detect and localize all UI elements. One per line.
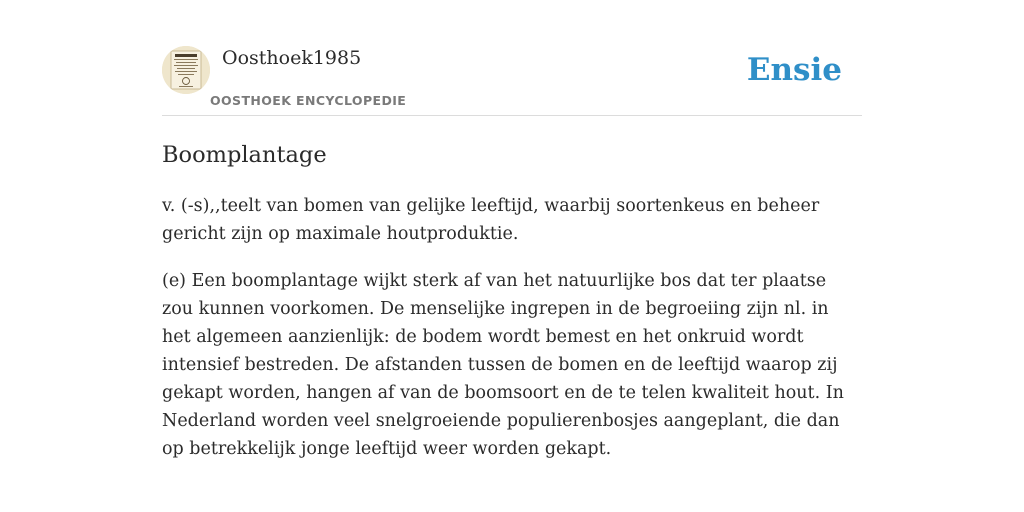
- ensie-logo[interactable]: Ensie: [746, 52, 842, 88]
- entry-title: Boomplantage: [162, 142, 327, 168]
- author-avatar[interactable]: [162, 46, 210, 94]
- entry-body: (e) Een boomplantage wijkt sterk af van het natuurlijke bos dat ter plaatse zou kunnen voorkomen. De menselijke ingrepen in de begroeiing zijn nl. in het algemeen aanzienlijk: de bodem wordt bemest en het onkruid wordt intensief bestreden. De afstanden tussen de bomen en de leeftijd waarop zij gekapt worden, hangen af van de boomsoort en de te telen kwaliteit hout. In Nederland worden veel snelgroeiende populierenbosjes aangeplant, die dan op betrekkelijk jonge leeftijd weer worden gekapt.: [162, 271, 844, 459]
- entry-definition: v. (-s),,teelt van bomen van gelijke leeftijd, waarbij soortenkeus en beheer gericht zijn op maximale houtproduktie.: [162, 196, 820, 244]
- encyclopedia-title-page-icon: [162, 46, 210, 94]
- entry-header: [162, 40, 862, 116]
- author-name[interactable]: Oosthoek1985: [222, 47, 362, 69]
- entry-card: [162, 40, 862, 463]
- source-label[interactable]: OOSTHOEK ENCYCLOPEDIE: [210, 93, 407, 108]
